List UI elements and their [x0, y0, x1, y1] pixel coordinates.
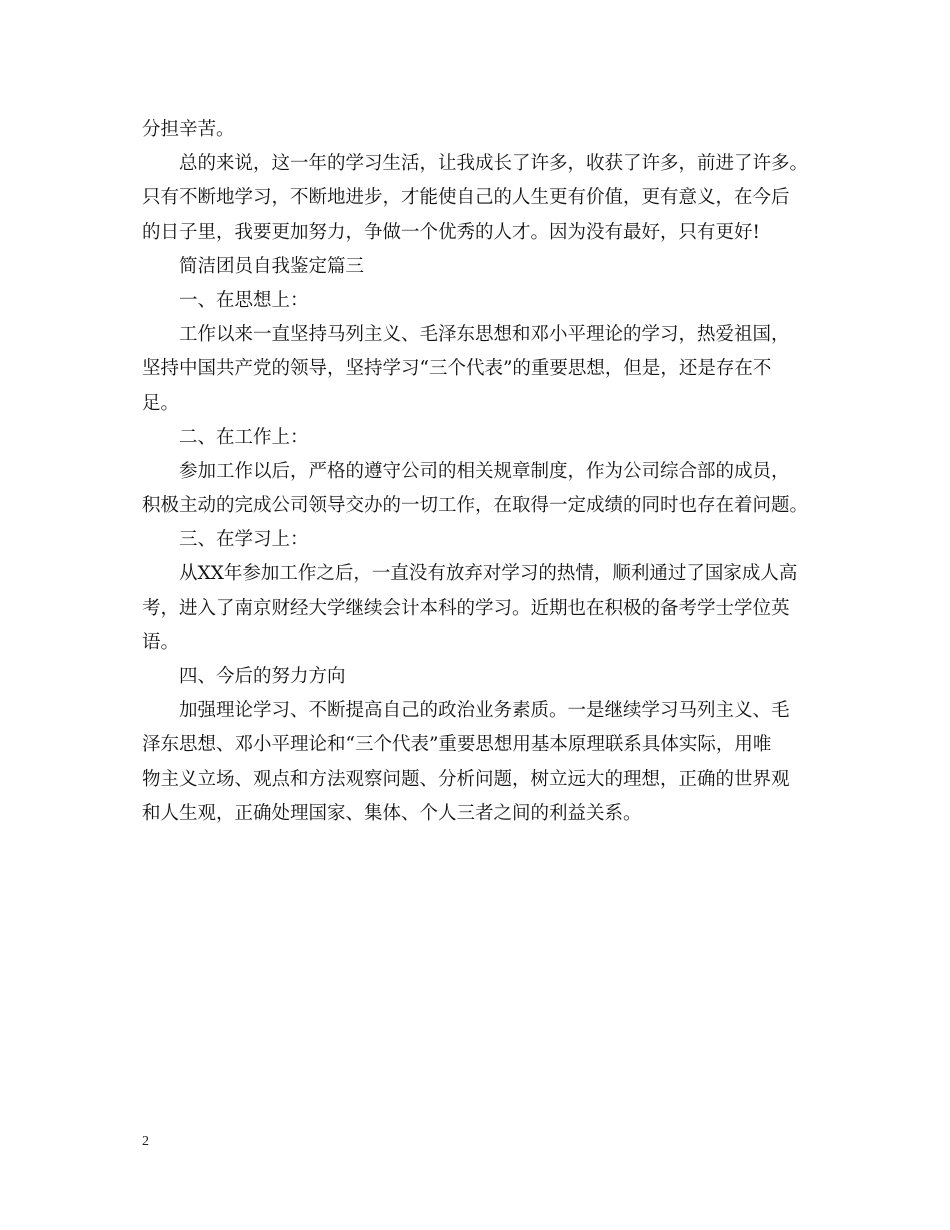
body-line: 的日子里，我要更加努力，争做一个优秀的人才。因为没有最好，只有更好!	[142, 221, 760, 243]
body-line: 只有不断地学习，不断地进步，才能使自己的人生更有价值，更有意义，在今后	[142, 187, 790, 209]
section-heading: 二、在工作上：	[179, 426, 309, 448]
body-line: 参加工作以后，严格的遵守公司的相关规章制度，作为公司综合部的成员，	[179, 460, 790, 482]
body-line: 总的来说，这一年的学习生活，让我成长了许多，收获了许多，前进了许多。	[179, 153, 809, 175]
section-heading: 三、在学习上：	[179, 529, 309, 551]
body-line: 坚持中国共产党的领导，坚持学习“三个代表”的重要思想，但是，还是存在不	[142, 358, 772, 380]
section-heading: 四、今后的努力方向	[179, 666, 346, 687]
body-line: 语。	[142, 631, 180, 653]
body-line: 从XX年参加工作之后，一直没有放弃对学习的热情，顺利通过了国家成人高	[179, 563, 798, 585]
body-line: 足。	[142, 392, 180, 414]
body-line: 积极主动的完成公司领导交办的一切工作，在取得一定成绩的同时也存在着问题。	[142, 495, 809, 517]
body-line: 考，进入了南京财经大学继续会计本科的学习。近期也在积极的备考学士学位英	[142, 597, 790, 619]
body-line: 分担辛苦。	[142, 119, 235, 140]
document-body	[142, 113, 822, 831]
section-title: 简洁团员自我鉴定篇三	[179, 255, 365, 277]
body-line: 泽东思想、邓小平理论和“三个代表”重要思想用基本原理联系具体实际，用唯	[142, 734, 772, 756]
body-line: 工作以来一直坚持马列主义、毛泽东思想和邓小平理论的学习，热爱祖国，	[179, 324, 790, 346]
body-line: 加强理论学习、不断提高自己的政治业务素质。一是继续学习马列主义、毛	[179, 700, 790, 722]
body-line: 和人生观，正确处理国家、集体、个人三者之间的利益关系。	[142, 802, 642, 824]
body-line: 物主义立场、观点和方法观察问题、分析问题，树立远大的理想，正确的世界观	[142, 768, 790, 790]
section-heading: 一、在思想上：	[179, 289, 309, 311]
page-number: 2	[142, 1134, 149, 1149]
